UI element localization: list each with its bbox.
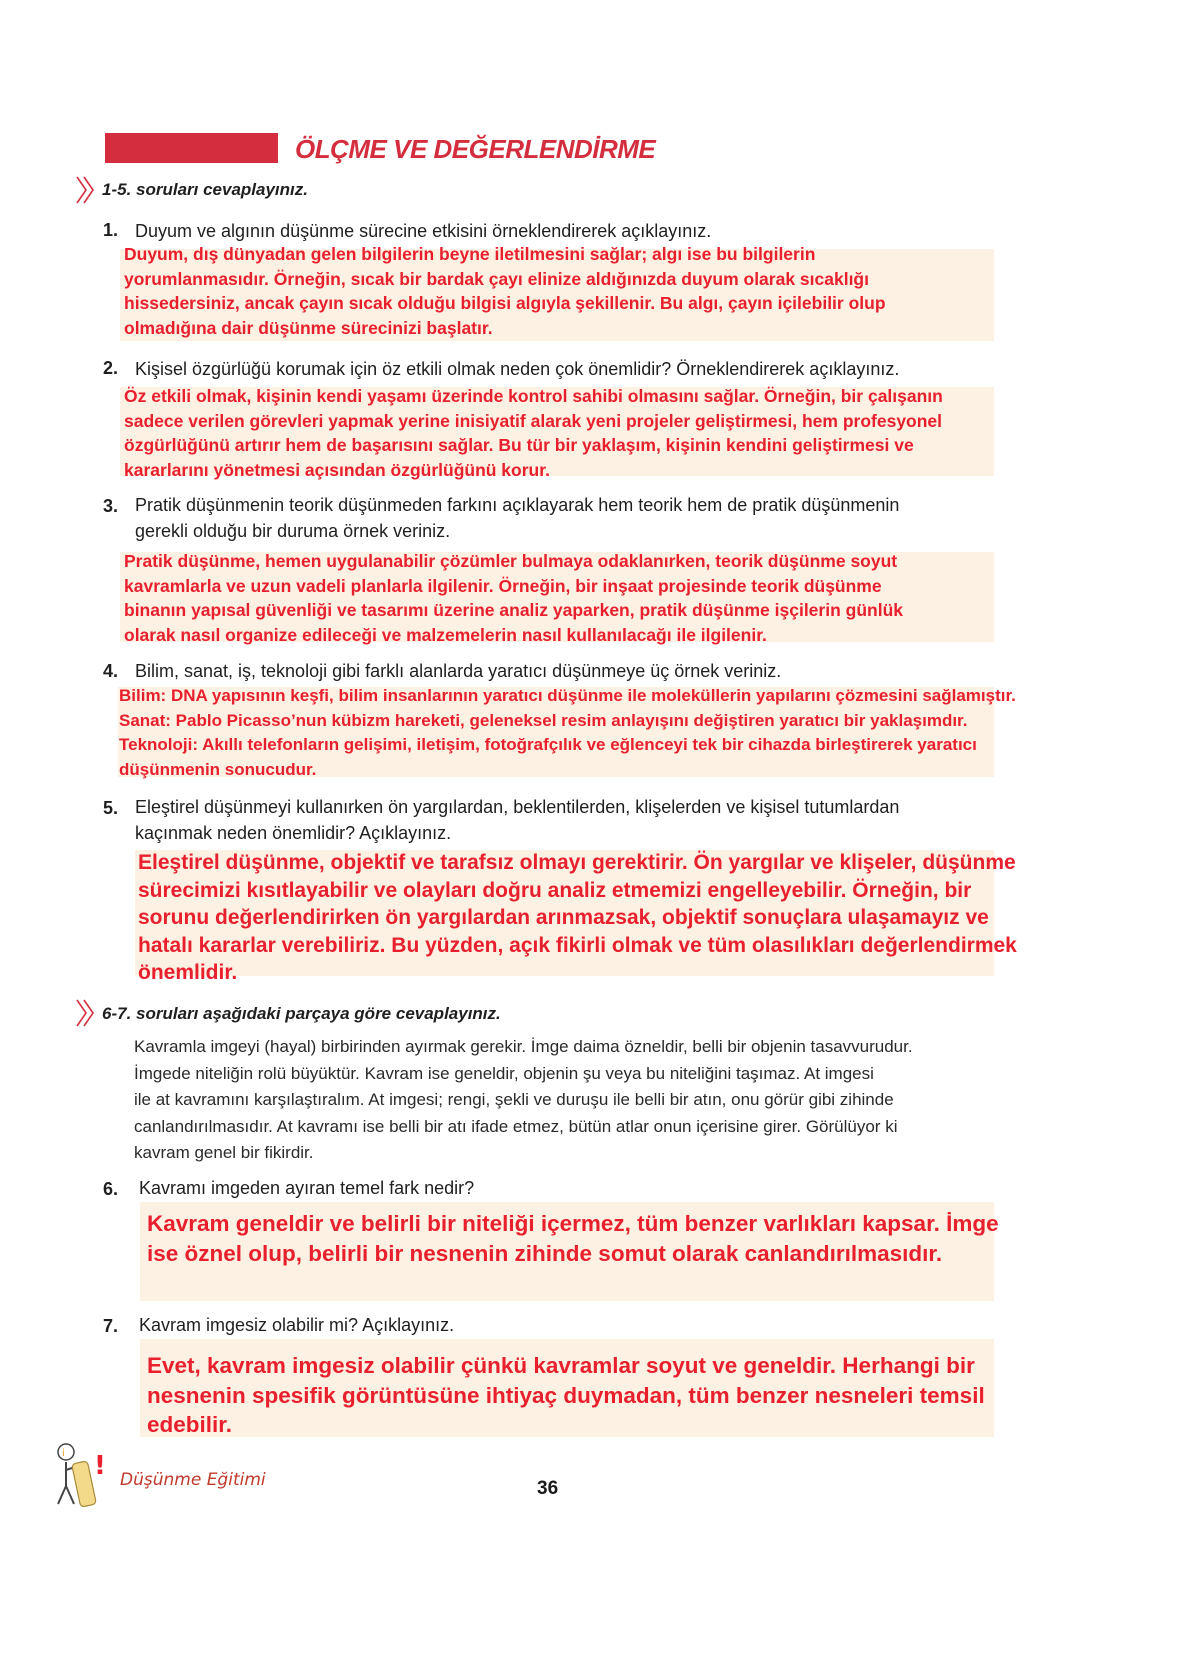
- answer-text: Duyum, dış dünyadan gelen bilgilerin beyne iletilmesini sağlar; algı ise bu bilgilerin yorumlanmasıdır. Örneğin, sıcak bir bardak çayı elinize aldığınızda duyum olarak sıcaklığı hissedersiniz, ancak çayın sıcak olduğu bilgisi algıyla şekillenir. Bu algı, çayın içilebilir olup olmadığına dair düşünme sürecinizi başlatır.: [124, 244, 886, 338]
- question-number: 2.: [103, 358, 119, 378]
- title-accent-bar: [105, 133, 278, 163]
- question-text: Kavramı imgeden ayıran temel fark nedir?: [139, 1178, 475, 1198]
- question-text: Kavram imgesiz olabilir mi? Açıklayınız.: [139, 1315, 455, 1335]
- answer-text: Öz etkili olmak, kişinin kendi yaşamı üzerinde kontrol sahibi olmasını sağlar. Örneğin, bir çalışanın sadece verilen görevleri yapmak yerine inisiyatif alarak yeni projeler geliştirmesi, hem profesyonel özgürlüğünü artırır hem de başarısını sağlar. Bu tür bir yaklaşım, kişinin kendini geliştirmesi ve kararlarını yönetmesi açısından özgürlüğünü korur.: [124, 386, 943, 480]
- answer-text: Kavram geneldir ve belirli bir niteliği içermez, tüm benzer varlıkları kapsar. İmge ise öznel olup, belirli bir nesnenin zihinde somut olarak canlandırılmasıdır.: [147, 1211, 999, 1266]
- page-title: ÖLÇME VE DEĞERLENDİRME: [295, 134, 656, 164]
- section1-instruction: 1-5. soruları cevaplayınız.: [102, 180, 308, 199]
- question-number: 4.: [103, 661, 119, 681]
- answer-text: Evet, kavram imgesiz olabilir çünkü kavramlar soyut ve geneldir. Herhangi bir nesnenin spesifik görüntüsüne ihtiyaç duymadan, tüm benzer nesneleri temsil edebilir.: [147, 1353, 985, 1437]
- question-number: 7.: [103, 1316, 119, 1336]
- answer-text: Eleştirel düşünme, objektif ve tarafsız olmayı gerektirir. Ön yargılar ve klişeler, düşünme sürecimizi kısıtlayabilir ve olayları doğru analiz etmemizi engelleyebilir. Örneğin, bir sorunu değerlendirirken ön yargılardan arınmazsak, objektif sonuçlara ulaşamayız ve hatalı kararlar verebiliriz. Bu yüzden, açık fikirli olmak ve tüm olasılıkları değerlendirmek önemlidir.: [138, 851, 1017, 984]
- chevron-double-right-icon: [75, 175, 97, 205]
- svg-text:i: i: [62, 1448, 65, 1459]
- svg-text:!: !: [94, 1451, 106, 1481]
- question-number: 1.: [103, 220, 119, 240]
- question-text: Eleştirel düşünmeyi kullanırken ön yargılardan, beklentilerden, klişelerden ve kişisel tutumlardan kaçınmak neden önemlidir? Açıklayınız.: [135, 797, 900, 843]
- question-number: 5.: [103, 798, 119, 818]
- question-text: Bilim, sanat, iş, teknoloji gibi farklı alanlarda yaratıcı düşünmeye üç örnek veriniz.: [135, 661, 782, 681]
- answer-text: Bilim: DNA yapısının keşfi, bilim insanlarının yaratıcı düşünme ile moleküllerin yapılarını çözmesini sağlamıştır. Sanat: Pablo Picasso’nun kübizm hareketi, geleneksel resim anlayışını değiştiren yaratıcı bir yaklaşımdır. Teknoloji: Akıllı telefonların gelişimi, iletişim, fotoğrafçılık ve eğlenceyi tek bir cihazda birleştirerek yaratıcı düşünmenin sonucudur.: [119, 686, 1016, 779]
- question-number: 6.: [103, 1179, 119, 1199]
- chevron-double-right-icon: [75, 998, 97, 1028]
- thinking-figure-logo-icon: [52, 1440, 112, 1512]
- question-text: Pratik düşünmenin teorik düşünmeden farkını açıklayarak hem teorik hem de pratik düşünmenin gerekli olduğu bir duruma örnek veriniz.: [135, 495, 900, 541]
- section2-instruction: 6-7. soruları aşağıdaki parçaya göre cevaplayınız.: [102, 1004, 501, 1023]
- question-text: Duyum ve algının düşünme sürecine etkisini örneklendirerek açıklayınız.: [135, 221, 712, 241]
- book-title: Düşünme Eğitimi: [120, 1470, 266, 1490]
- question-text: Kişisel özgürlüğü korumak için öz etkili olmak neden çok önemlidir? Örneklendirerek açıklayınız.: [135, 359, 900, 379]
- page-number: 36: [537, 1478, 559, 1499]
- reading-passage: Kavramla imgeyi (hayal) birbirinden ayırmak gerekir. İmge daima özneldir, belli bir objenin tasavvurudur. İmgede niteliğin rolü büyüktür. Kavram ise geneldir, objenin şu veya bu niteliğini taşımaz. At imgesi ile at kavramını karşılaştıralım. At imgesi; rengi, şekli ve duruşu ile belli bir atın, onu görür gibi zihinde canlandırılmasıdır. At kavramı ise belli bir atı ifade etmez, bütün atlar onun içerisine girer. Görülüyor ki kavram genel bir fikirdir.: [134, 1037, 913, 1162]
- answer-text: Pratik düşünme, hemen uygulanabilir çözümler bulmaya odaklanırken, teorik düşünme soyut kavramlarla ve uzun vadeli planlarla ilgilenir. Örneğin, bir inşaat projesinde teorik düşünme binanın yapısal güvenliği ve tasarımı üzerine analiz yaparken, pratik düşünme işçilerin günlük olarak nasıl organize edileceği ve malzemelerin nasıl kullanılacağı ile ilgilenir.: [124, 551, 903, 645]
- question-number: 3.: [103, 496, 119, 516]
